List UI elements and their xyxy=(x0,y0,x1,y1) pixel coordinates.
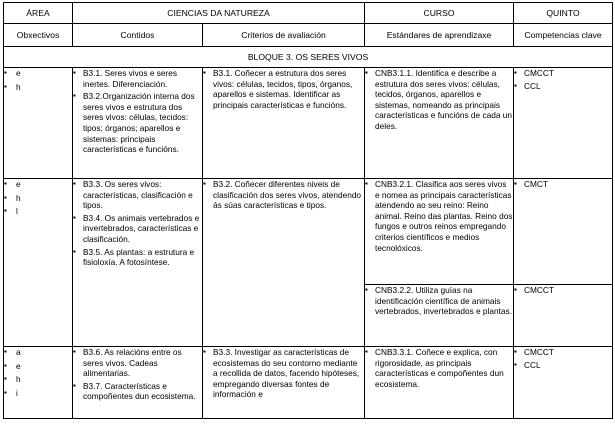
table-row xyxy=(4,179,613,285)
standards-header: Estándares de aprendizaxe xyxy=(365,24,514,47)
list-item: ▪ CCL xyxy=(514,360,612,371)
subject-header: CIENCIAS DA NATUREZA xyxy=(73,3,365,24)
list-item: ▪ h xyxy=(4,193,72,204)
standards-cell xyxy=(365,285,514,347)
standards-cell xyxy=(365,347,514,419)
list-item: ▪ CNB3.2.1. Clasifica aos seres vivos e nomea as principais características atendendo ao seu reino: Reino animal. Reino das plantas. Reino dos fungos e outros reinos empregando criterios científicos e medios tecnolóxicos. xyxy=(365,179,513,253)
standards-list xyxy=(365,347,513,389)
list-item: ▪ B3.2. Coñecer diferentes niveis de clasificación dos seres vivos, atendendo ás súas características e tipos. xyxy=(203,179,364,211)
objectives-list xyxy=(4,68,72,92)
list-item: ▪ a xyxy=(4,347,72,358)
competences-list xyxy=(514,285,612,296)
list-item: ▪ B3.1. Coñecer a estrutura dos seres vivos: células, tecidos, tipos, órganos, aparellos e sistemas. Identificar as principais características e funcións. xyxy=(203,68,364,110)
competences-list xyxy=(514,68,612,91)
criteria-cell xyxy=(203,347,365,419)
list-item: ▪ CCL xyxy=(514,81,612,92)
objectives-list xyxy=(4,179,72,217)
list-item: ▪ h xyxy=(4,82,72,93)
list-item: ▪ CNB3.2.2. Utiliza guías na identificación científica de animais vertebrados, invertebrados e plantas. xyxy=(365,285,513,317)
contents-list xyxy=(73,68,202,155)
list-item: ▪ i xyxy=(4,388,72,399)
curriculum-table xyxy=(3,2,613,419)
standards-cell xyxy=(365,68,514,179)
list-item: ▪ B3.3. Investigar as características de ecosistemas do seu contorno mediante a recollida de datos, facendo hipóteses, empregando diversas fontes de información e xyxy=(203,347,364,400)
list-item: ▪ e xyxy=(4,179,72,190)
objectives-header: Obxectivos xyxy=(4,24,73,47)
competences-list xyxy=(514,347,612,370)
block-row xyxy=(4,47,613,68)
list-item: ▪ CNB3.1.1. Identifica e describe a estrutura dos seres vivos: células, tecidos, órganos, aparellos e sistemas, nomeando as principais características e funcións de cada un deles. xyxy=(365,68,513,132)
list-item: ▪ B3.2.Organización interna dos seres vivos e estrutura dos seres vivos: células, tecidos: tipos; órganos; aparellos e sistemas: principais características e funcións. xyxy=(73,91,202,155)
criteria-header: Criterios de avaliación xyxy=(203,24,365,47)
list-item: ▪ B3.3. Os seres vivos: características, clasificación e tipos. xyxy=(73,179,202,211)
contents-cell xyxy=(73,347,203,419)
list-item: ▪ CNB3.3.1. Coñece e explica, con rigorosidade, as principais características e compoñentes dun ecosistema. xyxy=(365,347,513,389)
objectives-cell xyxy=(4,68,73,179)
contents-cell xyxy=(73,68,203,179)
competences-cell xyxy=(514,179,613,285)
list-item: ▪ h xyxy=(4,374,72,385)
standards-cell xyxy=(365,179,514,285)
table-row xyxy=(4,347,613,419)
table-row xyxy=(4,68,613,179)
criteria-cell xyxy=(203,179,365,347)
standards-list xyxy=(365,179,513,253)
competences-cell xyxy=(514,347,613,419)
course-value: QUINTO xyxy=(514,3,613,24)
objectives-cell xyxy=(4,347,73,419)
contents-header: Contidos xyxy=(73,24,203,47)
competences-cell xyxy=(514,285,613,347)
course-header: CURSO xyxy=(365,3,514,24)
standards-list xyxy=(365,285,513,317)
list-item: ▪ B3.7. Características e compoñentes dun ecosistema. xyxy=(73,381,202,402)
competences-list xyxy=(514,179,612,190)
list-item: ▪ e xyxy=(4,361,72,372)
competences-cell xyxy=(514,68,613,179)
list-item: ▪ e xyxy=(4,68,72,79)
list-item: ▪ B3.4. Os animais vertebrados e invertebrados, características e clasificación. xyxy=(73,213,202,245)
list-item: ▪ B3.5. As plantas: a estrutura e fisioloxía. A fotosíntese. xyxy=(73,247,202,268)
contents-cell xyxy=(73,179,203,347)
list-item: ▪ B3.6. As relacións entre os seres vivos. Cadeas alimentarias. xyxy=(73,347,202,379)
list-item: ▪ l xyxy=(4,206,72,217)
list-item: ▪ CMCT xyxy=(514,179,612,190)
header-row xyxy=(4,3,613,24)
list-item: ▪ CMCCT xyxy=(514,347,612,358)
objectives-list xyxy=(4,347,72,398)
criteria-list xyxy=(203,68,364,110)
standards-list xyxy=(365,68,513,132)
area-header: ÁREA xyxy=(4,3,73,24)
list-item: ▪ CMCCT xyxy=(514,285,612,296)
criteria-list xyxy=(203,347,364,400)
competences-header: Competencias clave xyxy=(514,24,613,47)
contents-list xyxy=(73,179,202,268)
subheader-row xyxy=(4,24,613,47)
criteria-list xyxy=(203,179,364,211)
objectives-cell xyxy=(4,179,73,347)
list-item: ▪ B3.1. Seres vivos e seres inertes. Diferenciación. xyxy=(73,68,202,89)
list-item: ▪ CMCCT xyxy=(514,68,612,79)
block-title: BLOQUE 3. OS SERES VIVOS xyxy=(4,47,613,68)
contents-list xyxy=(73,347,202,402)
criteria-cell xyxy=(203,68,365,179)
